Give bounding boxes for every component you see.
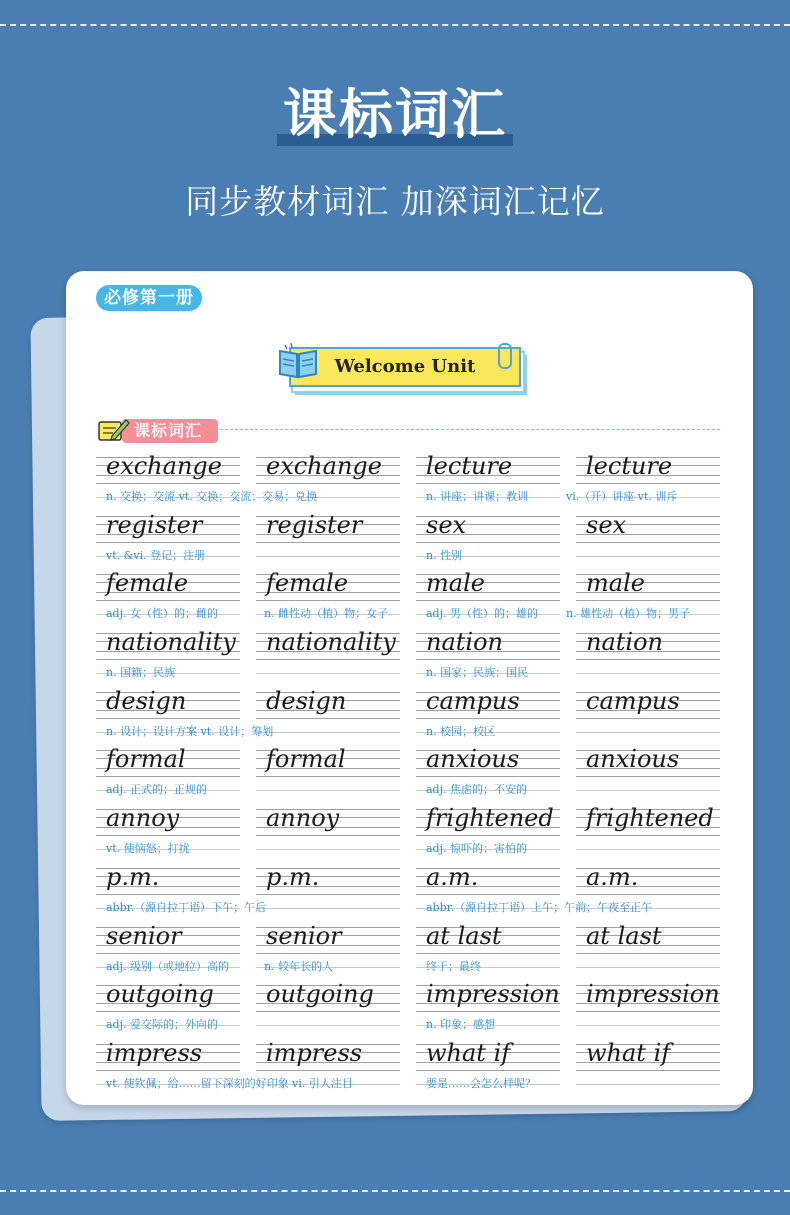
book-volume-tag: 必修第一册 xyxy=(96,285,202,311)
vocab-row xyxy=(96,977,722,1036)
writing-lines xyxy=(576,684,720,722)
writing-lines xyxy=(96,1036,240,1074)
vocab-word: at last xyxy=(426,921,502,950)
vocab-word: campus xyxy=(586,686,680,715)
writing-lines xyxy=(256,919,400,957)
vocab-word: what if xyxy=(426,1038,511,1067)
writing-lines xyxy=(96,508,240,546)
vocab-definition: vt. &vi. 登记；注册 xyxy=(106,548,206,562)
vocab-definition: adj. 男（性）的；雄的 xyxy=(426,607,539,621)
vocab-definition: 终于；最终 xyxy=(426,959,481,973)
vocab-word: formal xyxy=(106,745,186,774)
writing-lines xyxy=(256,508,400,546)
writing-lines xyxy=(256,801,400,839)
vocab-definition: abbr.（源自拉丁语）下午；午后 xyxy=(106,900,267,914)
vocabulary-page xyxy=(66,271,753,1105)
vocab-word: annoy xyxy=(106,804,180,833)
vocab-definition: n. 讲座；讲课；教训 xyxy=(426,490,529,503)
vocab-word: exchange xyxy=(266,452,382,480)
writing-lines xyxy=(256,977,400,1015)
vocab-definition: n. 较年长的人 xyxy=(264,959,334,973)
unit-title: Welcome Unit xyxy=(289,347,521,387)
vocab-definition: adj. 爱交际的；外向的 xyxy=(106,1018,219,1032)
vocab-definition: n. 国家；民族；国民 xyxy=(426,666,529,680)
vocab-row xyxy=(96,742,722,801)
vocab-word: nation xyxy=(586,628,663,657)
writing-lines xyxy=(576,1036,720,1074)
writing-lines xyxy=(96,860,240,898)
vocab-row xyxy=(96,919,722,978)
writing-lines xyxy=(416,919,560,957)
vocab-definition: adj. 正式的；正规的 xyxy=(106,783,208,797)
vocab-definition: adj. 焦虑的；不安的 xyxy=(426,783,528,797)
page-title xyxy=(283,80,507,150)
writing-lines xyxy=(416,508,560,546)
vocab-row xyxy=(96,860,722,919)
vocab-word: male xyxy=(426,569,485,598)
vocab-definition: 要是……会怎么样呢？ xyxy=(426,1076,536,1090)
writing-lines xyxy=(96,625,240,663)
vocab-definition: vt. 使恼怒；打扰 xyxy=(106,842,190,856)
vocab-word: formal xyxy=(266,745,346,774)
vocab-word: nation xyxy=(426,628,503,657)
vocab-word: what if xyxy=(586,1038,671,1067)
writing-lines xyxy=(256,566,400,604)
vocab-word: register xyxy=(266,510,363,539)
vocab-word: a.m. xyxy=(426,862,479,891)
writing-lines xyxy=(416,1036,560,1074)
vocab-row xyxy=(96,625,722,684)
writing-lines xyxy=(416,977,560,1015)
writing-lines xyxy=(96,449,240,487)
writing-lines xyxy=(576,508,720,546)
bottom-dashed-divider xyxy=(0,1190,790,1192)
vocab-definition: n. 国籍；民族 xyxy=(106,666,176,680)
vocab-word: nationality xyxy=(106,628,236,657)
vocab-row xyxy=(96,801,722,860)
writing-lines xyxy=(416,801,560,839)
unit-banner xyxy=(277,341,527,401)
header xyxy=(0,80,790,150)
writing-lines xyxy=(576,742,720,780)
writing-lines xyxy=(576,919,720,957)
vocab-word: senior xyxy=(106,921,182,950)
paperclip-icon xyxy=(498,343,512,369)
writing-lines xyxy=(576,977,720,1015)
vocab-definition: n. 雄性动（植）物；男子 xyxy=(566,607,691,621)
writing-lines xyxy=(416,742,560,780)
writing-lines xyxy=(96,566,240,604)
vocab-word: at last xyxy=(586,921,662,950)
vocab-word: anxious xyxy=(586,745,680,774)
vocab-definition: adj. 惊吓的；害怕的 xyxy=(426,842,528,856)
writing-lines xyxy=(96,977,240,1015)
vocab-word: p.m. xyxy=(106,862,160,891)
vocabulary-grid xyxy=(96,449,722,1095)
vocab-row xyxy=(96,449,722,508)
vocab-word: sex xyxy=(586,510,627,539)
vocab-word: senior xyxy=(266,921,342,950)
vocab-word: sex xyxy=(426,510,467,539)
vocab-word: p.m. xyxy=(266,862,320,891)
writing-lines xyxy=(576,625,720,663)
writing-lines xyxy=(96,801,240,839)
page-title-text: 课标词汇 xyxy=(283,83,507,146)
vocab-row xyxy=(96,566,722,625)
vocab-word: anxious xyxy=(426,745,520,774)
vocab-definition: vi.（开）讲座 vt. 训斥 xyxy=(566,490,678,503)
open-book-icon xyxy=(277,343,319,381)
vocab-word: design xyxy=(266,686,347,715)
vocab-definition: n. 性别 xyxy=(426,548,463,562)
vocab-word: impression xyxy=(426,980,560,1009)
section-tag xyxy=(98,416,220,444)
vocab-word: impress xyxy=(106,1038,203,1067)
vocab-definition: n. 校园；校区 xyxy=(426,724,496,738)
vocab-word: exchange xyxy=(106,452,222,480)
vocab-definition: abbr.（源自拉丁语）上午；午前；午夜至正午 xyxy=(426,900,653,914)
writing-lines xyxy=(416,684,560,722)
writing-lines xyxy=(416,625,560,663)
vocab-definition: adj. 级别（或地位）高的 xyxy=(106,959,230,973)
vocab-definition: n. 交换；交流 vt. 交换；交流；交易；兑换 xyxy=(106,490,318,503)
vocab-definition: n. 设计；设计方案 vt. 设计；筹划 xyxy=(106,724,274,738)
writing-lines xyxy=(256,625,400,663)
writing-lines xyxy=(576,566,720,604)
writing-lines xyxy=(576,449,720,487)
writing-lines xyxy=(256,1036,400,1074)
vocab-word: frightened xyxy=(426,804,554,833)
vocab-definition: vt. 使钦佩；给……留下深刻的好印象 vi. 引人注目 xyxy=(106,1076,353,1090)
vocab-word: register xyxy=(106,510,203,539)
writing-lines xyxy=(96,742,240,780)
vocab-word: male xyxy=(586,569,645,598)
vocab-word: annoy xyxy=(266,804,340,833)
vocab-word: a.m. xyxy=(586,862,639,891)
vocab-word: outgoing xyxy=(106,980,214,1009)
writing-lines xyxy=(256,684,400,722)
pencil-note-icon xyxy=(98,416,130,444)
vocab-word: nationality xyxy=(266,628,396,657)
vocab-word: frightened xyxy=(586,804,714,833)
writing-lines xyxy=(256,860,400,898)
writing-lines xyxy=(256,449,400,487)
vocab-word: female xyxy=(266,569,349,598)
vocab-row xyxy=(96,1036,722,1095)
writing-lines xyxy=(416,860,560,898)
writing-lines xyxy=(96,919,240,957)
writing-lines xyxy=(256,742,400,780)
vocab-word: impress xyxy=(266,1038,363,1067)
vocab-row xyxy=(96,508,722,567)
vocab-word: outgoing xyxy=(266,980,374,1009)
vocab-word: impression xyxy=(586,980,720,1009)
writing-lines xyxy=(576,801,720,839)
page-subtitle: 同步教材词汇 加深词汇记忆 xyxy=(185,182,605,221)
vocab-definition: n. 印象；感想 xyxy=(426,1018,496,1032)
writing-lines xyxy=(416,566,560,604)
vocab-word: lecture xyxy=(586,452,673,480)
vocab-word: lecture xyxy=(426,452,513,480)
section-dashed-line xyxy=(220,429,720,430)
vocab-row xyxy=(96,684,722,743)
vocab-word: campus xyxy=(426,686,520,715)
writing-lines xyxy=(576,860,720,898)
vocab-word: design xyxy=(106,686,187,715)
writing-lines xyxy=(96,684,240,722)
vocab-definition: n. 雌性动（植）物；女子 xyxy=(264,607,389,621)
top-dashed-divider xyxy=(0,24,790,26)
section-label: 课标词汇 xyxy=(122,419,218,443)
vocab-definition: adj. 女（性）的；雌的 xyxy=(106,607,219,621)
writing-lines xyxy=(416,449,560,487)
vocab-word: female xyxy=(106,569,189,598)
